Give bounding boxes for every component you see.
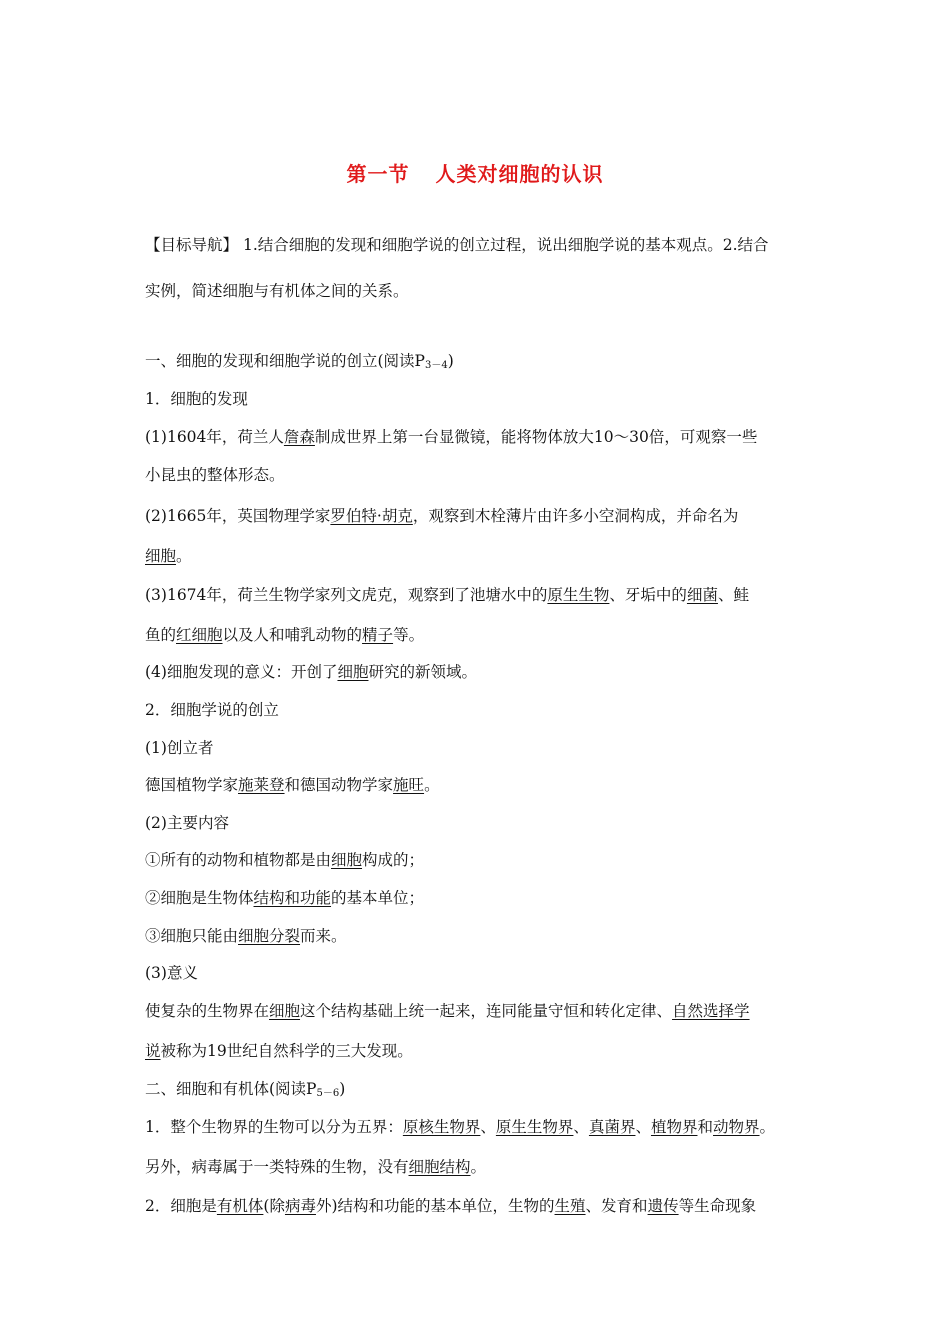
paragraph-virus (145, 1156, 815, 1178)
text: 和 (697, 1118, 713, 1136)
subheading-cell-discovery (145, 388, 815, 410)
text: 2．细胞是 (145, 1197, 217, 1215)
text: 。 (759, 1118, 776, 1136)
answer-blank: 病毒 (284, 1197, 316, 1215)
text: (1)创立者 (145, 739, 214, 757)
text: 研究的新领域。 (368, 663, 477, 681)
answer-blank: 施旺 (393, 776, 425, 794)
section-2-heading-end: ) (339, 1080, 346, 1098)
text: 鱼的 (145, 626, 177, 644)
text: (2)1665年，英国物理学家 (145, 507, 331, 525)
text: 制成世界上第一台显微镜，能将物体放大10～30倍，可观察一些 (314, 428, 758, 446)
answer-blank: 罗伯特·胡克 (330, 507, 413, 525)
text: ③细胞只能由 (145, 927, 239, 945)
text: 构成的； (362, 851, 425, 869)
section-1-heading-pages: 3－4 (424, 360, 448, 371)
answer-blank: 原生生物界 (495, 1118, 574, 1136)
text: 、发育和 (585, 1197, 648, 1215)
text: (3)意义 (145, 964, 198, 982)
text: 这个结构基础上统一起来，连同能量守恒和转化定律、 (300, 1002, 673, 1020)
answer-blank: 细胞 (337, 663, 369, 681)
paragraph-1604-cont (145, 464, 815, 486)
paragraph-significance (145, 661, 815, 683)
text: 外)结构和功能的基本单位，生物的 (315, 1197, 555, 1215)
paragraph-theory-significance (145, 1000, 815, 1022)
text: (除 (263, 1197, 285, 1215)
item-founders (145, 737, 815, 759)
text: ①所有的动物和植物都是由 (145, 851, 332, 869)
answer-blank: 细菌 (686, 586, 718, 604)
answer-blank: 细胞 (331, 851, 363, 869)
text: 而来。 (300, 927, 347, 945)
answer-blank: 施莱登 (238, 776, 285, 794)
paragraph-1674 (145, 584, 815, 606)
text: 1．整个生物界的生物可以分为五界： (145, 1118, 403, 1136)
answer-blank: 动物界 (713, 1118, 760, 1136)
section-2-heading-pages: 5－6 (316, 1088, 340, 1099)
text: 、 (573, 1118, 589, 1136)
goal-text-2: 实例，简述细胞与有机体之间的关系。 (145, 282, 409, 300)
point-2 (145, 887, 815, 909)
answer-blank: 红细胞 (176, 626, 223, 644)
answer-blank: 细胞分裂 (238, 927, 301, 945)
answer-blank: 詹森 (283, 428, 315, 446)
subheading-text: 1．细胞的发现 (145, 390, 248, 408)
point-3 (145, 925, 815, 947)
goal-text-1: 1.结合细胞的发现和细胞学说的创立过程，说出细胞学说的基本观点。2.结合 (242, 236, 769, 254)
paragraph-cell-unit (145, 1195, 815, 1217)
subheading-text: 2．细胞学说的创立 (145, 701, 279, 719)
goal-line-1 (145, 234, 815, 256)
paragraph-1674-cont (145, 624, 815, 646)
title-text: 人类对细胞的认识 (435, 162, 604, 186)
answer-blank: 说 (145, 1042, 161, 1060)
answer-blank: 有机体 (216, 1197, 264, 1215)
answer-blank: 植物界 (650, 1118, 698, 1136)
paragraph-founders (145, 774, 815, 796)
paragraph-theory-significance-cont (145, 1040, 815, 1062)
answer-blank: 细胞 (145, 547, 177, 565)
text: 另外，病毒属于一类特殊的生物，没有 (145, 1158, 409, 1176)
text: 。 (176, 547, 192, 565)
text: 、 (635, 1118, 651, 1136)
paragraph-1665-cont (145, 545, 815, 567)
text: 的基本单位； (331, 889, 425, 907)
answer-blank: 细胞结构 (408, 1158, 471, 1176)
text: (2)主要内容 (145, 814, 229, 832)
goal-label: 【目标导航】 (145, 236, 239, 254)
text: 和德国动物学家 (284, 776, 394, 794)
text: 。 (424, 776, 440, 794)
paragraph-five-kingdoms (145, 1116, 815, 1138)
text: 使复杂的生物界在 (145, 1002, 270, 1020)
answer-blank: 细胞 (269, 1002, 301, 1020)
answer-blank: 精子 (362, 626, 394, 644)
text: ②细胞是生物体 (145, 889, 254, 907)
paragraph-1604 (145, 426, 815, 448)
answer-blank: 原核生物界 (402, 1118, 481, 1136)
paragraph-1665 (145, 505, 815, 527)
subheading-cell-theory (145, 699, 815, 721)
goal-line-2 (145, 280, 815, 302)
point-1 (145, 849, 815, 871)
item-main-content (145, 812, 815, 834)
section-2-heading (145, 1078, 815, 1105)
answer-blank: 原生生物 (547, 586, 610, 604)
text: 等。 (393, 626, 425, 644)
title-section-number: 第一节 (346, 162, 410, 186)
text: 小昆虫的整体形态。 (145, 466, 285, 484)
section-1-heading (145, 350, 815, 377)
text: (3)1674年，荷兰生物学家列文虎克，观察到了池塘水中的 (145, 586, 548, 604)
text: 。 (470, 1158, 487, 1176)
section-2-heading-text: 二、细胞和有机体(阅读P (145, 1080, 317, 1098)
text: 德国植物学家 (145, 776, 239, 794)
section-1-heading-text: 一、细胞的发现和细胞学说的创立(阅读P (145, 352, 425, 370)
text: 、鲑 (717, 586, 749, 604)
text: 以及人和哺乳动物的 (222, 626, 363, 644)
answer-blank: 结构和功能 (253, 889, 332, 907)
item-significance (145, 962, 815, 984)
answer-blank: 生殖 (554, 1197, 586, 1215)
answer-blank: 真菌界 (588, 1118, 636, 1136)
text: 等生命现象 (678, 1197, 757, 1215)
section-1-heading-end: ) (447, 352, 454, 370)
text: ，观察到木栓薄片由许多小空洞构成，并命名为 (412, 507, 739, 525)
text: 、牙垢中的 (609, 586, 687, 604)
answer-blank: 自然选择学 (672, 1002, 750, 1020)
text: 被称为19世纪自然科学的三大发现。 (160, 1042, 413, 1060)
text: 、 (480, 1118, 496, 1136)
text: (4)细胞发现的意义：开创了 (145, 663, 338, 681)
text: (1)1604年，荷兰人 (145, 428, 284, 446)
answer-blank: 遗传 (647, 1197, 679, 1215)
page-title (0, 158, 950, 187)
